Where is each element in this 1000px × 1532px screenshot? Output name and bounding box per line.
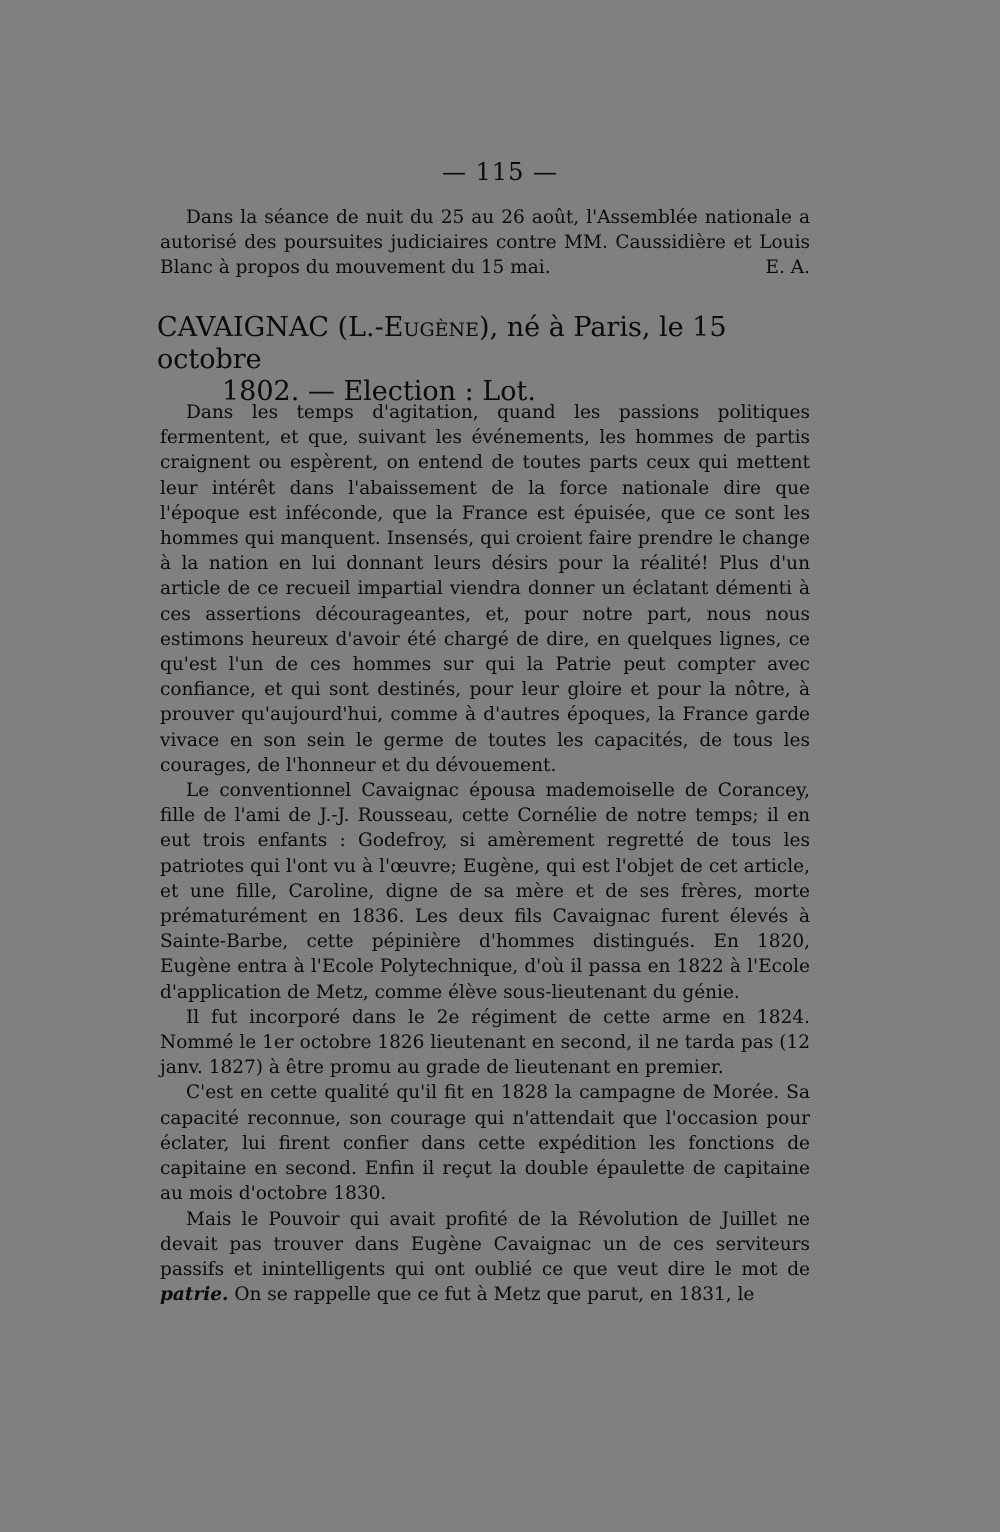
intro-paragraph xyxy=(160,205,810,281)
entry-heading xyxy=(157,312,807,408)
paragraph-3: Il fut incorporé dans le 2e régiment de cette arme en 1824. Nommé le 1er octobre 1826 lieutenant en second, il ne tarda pas (12 janv. 1827) à être promu au grade de lieutenant en premier. xyxy=(160,1006,810,1079)
signature: E. A. xyxy=(765,257,810,279)
page-number: — 115 — xyxy=(441,158,559,186)
heading-given-name: Eugène xyxy=(383,312,480,343)
intro-text: Dans la séance de nuit du 25 au 26 août, l'Assemblée nationale a autorisé des poursuites judiciaires contre MM. Caussidière et Louis Blanc à propos du mouvement du 15 mai. xyxy=(160,207,810,279)
entry-body xyxy=(160,400,810,1307)
heading-birth: , né à Paris, le 15 octobre xyxy=(157,312,727,375)
paragraph-5-text: Mais le Pouvoir qui avait profité de la Révolution de Juillet ne devait pas trouver dans Eugène Cavaignac un de ces serviteurs passifs et inintelligents qui ont oublié ce que veut dire le mot de xyxy=(160,1208,810,1280)
paragraph-5-tail: On se rappelle que ce fut à Metz que parut, en 1831, le xyxy=(228,1284,755,1306)
paragraph-5 xyxy=(160,1207,810,1308)
heading-close: ) xyxy=(479,312,490,343)
paragraph-1: Dans les temps d'agitation, quand les passions politiques fermentent, et que, suivant les événements, les hommes de partis craignent ou espèrent, on entend de toutes parts ceux qui mettent leur intérêt dans l'abaissement de la force nationale dire que l'époque est inféconde, que la France est épuisée, que ce sont les hommes qui manquent. Insensés, qui croient faire prendre le change à la nation en lui donnant leurs désirs pour la réalité! Plus d'un article de ce recueil impartial viendra donner un éclatant démenti à ces assertions décourageantes, et, pour notre part, nous nous estimons heureux d'avoir été chargé de dire, en quelques lignes, ce qu'est l'un de ces hommes sur qui la Patrie peut compter avec confiance, et qui sont destinés, pour leur gloire et pour la nôtre, à prouver qu'aujourd'hui, comme à d'autres époques, la France garde vivace en son sein le germe de toutes les capacités, de tous les courages, de l'honneur et du dévouement. xyxy=(160,402,810,776)
paragraph-4: C'est en cette qualité qu'il fit en 1828 la campagne de Morée. Sa capacité reconnue, son courage qui n'attendait que l'occasion pour éclater, lui firent confier dans cette expédition les fonctions de capitaine en second. Enfin il reçut la double épaulette de capitaine au mois d'octobre 1830. xyxy=(160,1082,810,1205)
emphasis-word: patrie. xyxy=(160,1284,229,1306)
paragraph-2: Le conventionnel Cavaignac épousa mademoiselle de Corancey, fille de l'ami de J.-J. Rousseau, cette Cornélie de notre temps; il en eut trois enfants : Godefroy, si amèrement regretté de tous les patriotes qui l'ont vu à l'œuvre; Eugène, qui est l'objet de cet article, et une fille, Caroline, digne de sa mère et de ses frères, morte prématurément en 1836. Les deux fils Cavaignac furent élevés à Sainte-Barbe, cette pépinière d'hommes distingués. En 1820, Eugène entra à l'Ecole Polytechnique, d'où il passa en 1822 à l'Ecole d'application de Metz, comme élève sous-lieutenant du génie. xyxy=(160,780,810,1003)
heading-line-2: 1802. — Election : Lot. xyxy=(222,376,536,407)
heading-surname: CAVAIGNAC xyxy=(157,312,329,343)
heading-initial: (L.- xyxy=(337,312,384,343)
